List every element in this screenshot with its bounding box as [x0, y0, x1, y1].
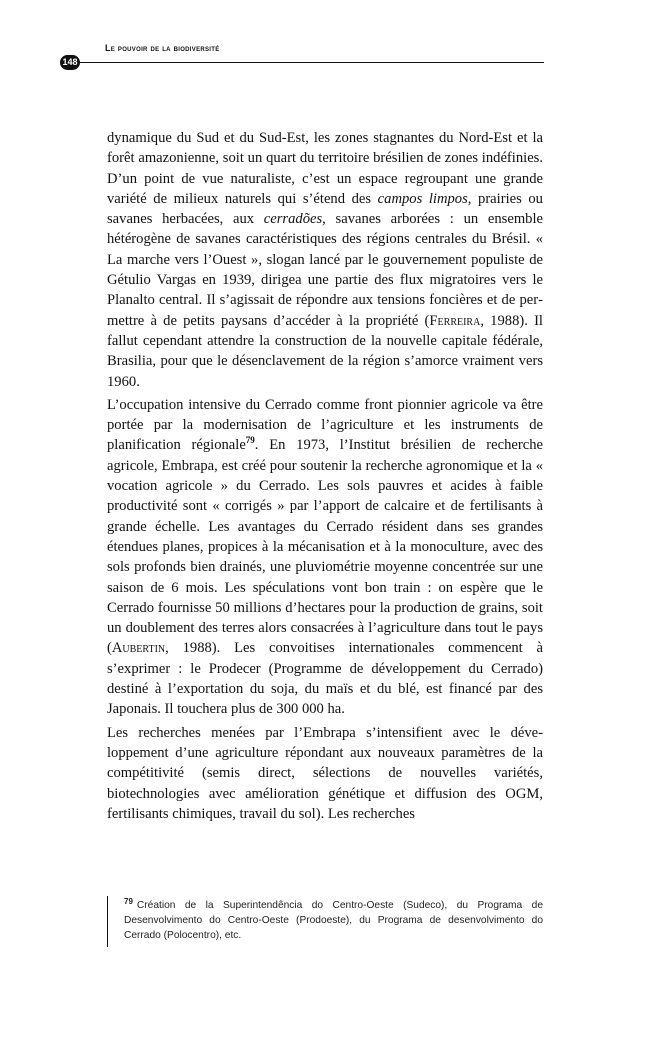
text-run: , 1988). Les convoitises internationales commencent à s’exprimer : le Prodecer (Programme de développement du Cerrado) destiné à l’exportation du soja, du maïs et du blé, est financé par des Japonais. Il touchera plus de 300 000 ha. [107, 640, 543, 718]
italic-term: campos limpos [377, 190, 468, 207]
text-run: . En 1973, l’Institut brésilien de recherche agricole, Embrapa, est créé pour soutenir la recherche agronomique et la « vocation agricole » du Cerrado. Les sols pauvres et acides à faible productivité sont « corrigés » par l’apport de calcaire et de fertilisants à grande échelle. Les avantages du Cerrado résident dans ses grandes étendues planes, propices à la mécanisation et à la monoculture, avec des sols profonds bien drainés, une pluviométrie moyenne concentrée sur une saison de 6 mois. Les spéculations vont bon train : on espère que le Cerrado fournisse 50 millions d’hectares pour la production de grains, soit un doublement des terres alors consacrées à l’agriculture dans tout le pays ( [107, 437, 543, 657]
footnote-reference[interactable]: 79 [245, 435, 255, 446]
footnote [107, 896, 543, 947]
text-run: dynamique du Sud et du Sud-Est, les zones stagnantes du Nord-Est et la forêt amazonienne, soit un quart du territoire brésilien de zones indéfinies. D’un point de vue naturaliste, c’est un espace regroupant une grande variété de milieux naturels qui s’étend des [107, 130, 543, 207]
citation-author: Ferreira [429, 312, 481, 329]
header-rule [60, 62, 544, 63]
page-number: 148 [60, 55, 80, 70]
footnote-number: 79 [124, 896, 133, 906]
citation-author: Aubertin [111, 640, 166, 657]
text-run: , prairies ou savanes herbacées, aux [107, 190, 543, 228]
paragraph-3 [107, 723, 543, 824]
main-text [107, 128, 543, 827]
text-run: L’occupation intensive du Cerrado comme front pionnier agricole va être portée par la modernisation de l’agriculture et les instruments de planification régionale [107, 396, 543, 454]
text-run: , savanes arborées : un ensemble hétérogène de savanes caractéristiques des régions centrales du Brésil. « La marche vers l’Ouest », slogan lancé par le gouvernement populiste de Gétulio Vargas en 1939, dirigea une partie des flux migratoires vers le Planalto central. Il s’agissait de répondre aux tensions foncières et de permettre à de petits paysans d’accéder à la propriété ( [107, 211, 543, 329]
running-title: Le pouvoir de la biodiversité [105, 43, 220, 53]
paragraph-2 [107, 395, 543, 720]
paragraph-1 [107, 128, 543, 392]
text-run: Les recherches menées par l’Embrapa s’intensifient avec le développement d’une agriculture répondant aux nouveaux paramètres de la compétitivité (semis direct, sélections de nouvelles variétés, biotechnologies avec amélioration génétique et diffusion des OGM, fertilisants chimiques, travail du sol). Les recherches [107, 724, 543, 822]
text-run: , 1988). Il fallut cependant attendre la construction de la nouvelle capitale fédérale, Brasilia, pour que le désenclavement de la région s’amorce vraiment vers 1960. [107, 312, 543, 390]
footnote-text: Création de la Superintendência do Centro-Oeste (Sudeco), du Programa de Desenvolvimento do Centro-Oeste (Prodoeste), du Programa de desenvolvimento do Cerrado (Polocentro), etc. [124, 900, 543, 941]
italic-term: cerradões [263, 211, 323, 228]
